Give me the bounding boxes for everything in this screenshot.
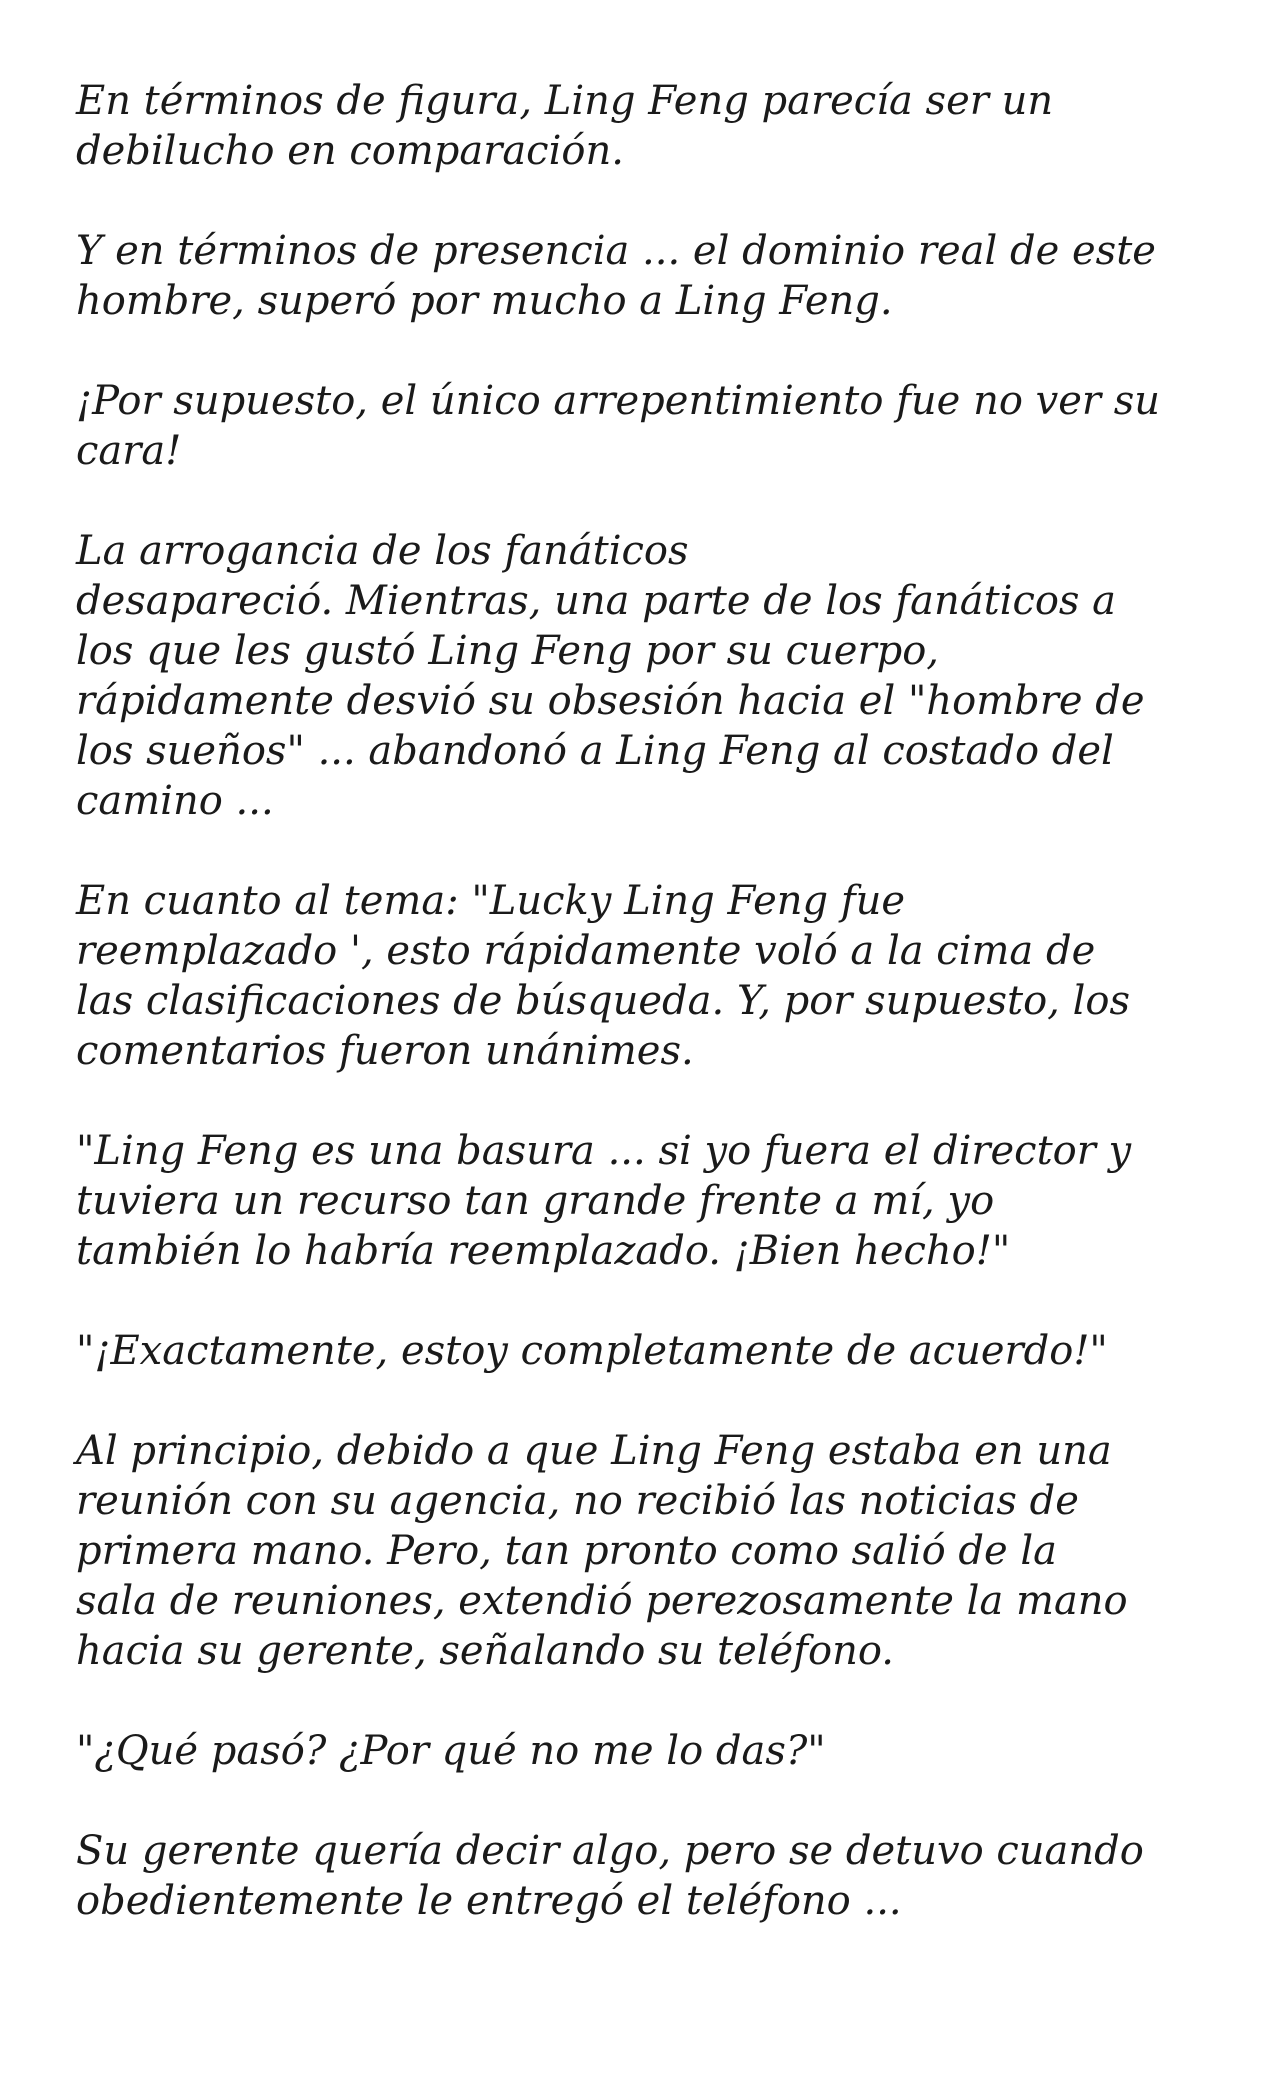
paragraph-7: "¡Exactamente, estoy completamente de acuerdo!" xyxy=(76,1328,1108,1374)
paragraph-10: Su gerente quería decir algo, pero se detuvo cuando obedientemente le entregó el teléfono ... xyxy=(76,1828,1144,1924)
paragraph-3: ¡Por supuesto, el único arrepentimiento fue no ver su cara! xyxy=(76,378,1161,474)
paragraph-8: Al principio, debido a que Ling Feng estaba en una reunión con su agencia, no recibió las noticias de primera mano. Pero, tan pronto como salió de la sala de reuniones, extendió perezosamente la mano hacia su gerente, señalando su teléfono. xyxy=(76,1428,1128,1674)
paragraph-5: En cuanto al tema: "Lucky Ling Feng fue reemplazado ', esto rápidamente voló a la cima de las clasificaciones de búsqueda. Y, por supuesto, los comentarios fueron unánimes. xyxy=(76,878,1130,1074)
paragraph-9: "¿Qué pasó? ¿Por qué no me lo das?" xyxy=(76,1728,826,1774)
document-body xyxy=(76,76,1216,1926)
paragraph-4: La arrogancia de los fanáticos desapareció. Mientras, una parte de los fanáticos a los que les gustó Ling Feng por su cuerpo, rápidamente desvió su obsesión hacia el "hombre de los sueños" ... abandonó a Ling Feng al costado del camino ... xyxy=(76,528,1145,824)
paragraph-2: Y en términos de presencia ... el dominio real de este hombre, superó por mucho a Ling Feng. xyxy=(76,228,1156,324)
paragraph-6: "Ling Feng es una basura ... si yo fuera el director y tuviera un recurso tan grande frente a mí, yo también lo habría reemplazado. ¡Bien hecho!" xyxy=(76,1128,1132,1274)
paragraph-1: En términos de figura, Ling Feng parecía ser un debilucho en comparación. xyxy=(76,78,1054,174)
